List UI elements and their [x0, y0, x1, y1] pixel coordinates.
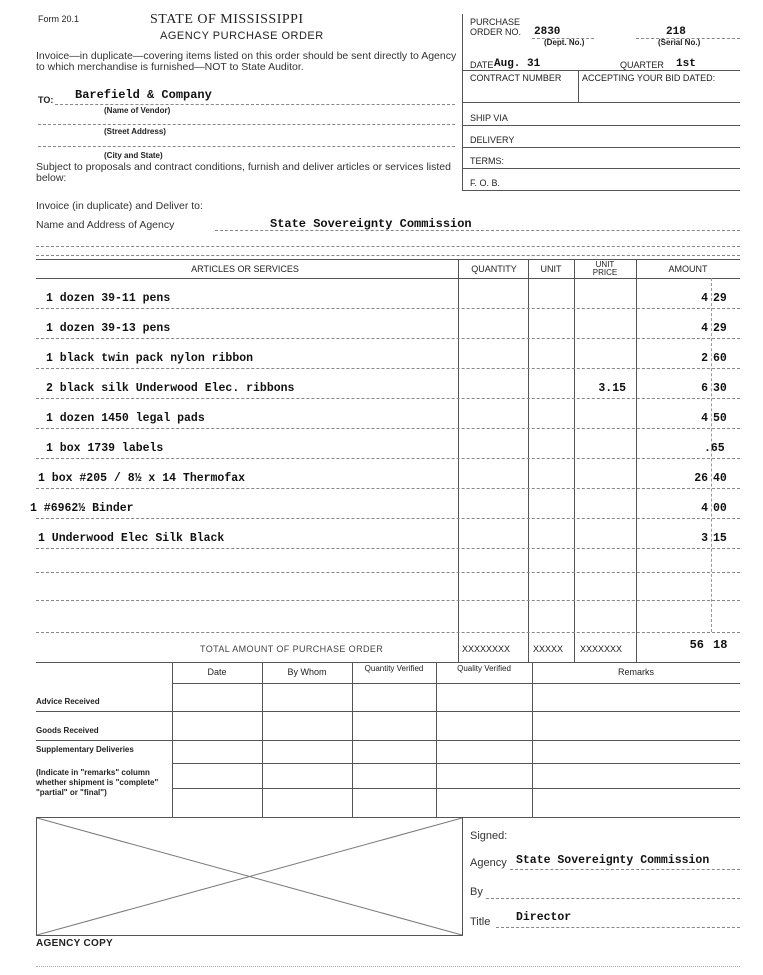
agency-copy-label: AGENCY COPY	[36, 938, 114, 949]
col-quantity-verified: Quantity Verified	[364, 664, 424, 673]
agency-name-label: Name and Address of Agency	[36, 219, 175, 231]
item-amount-cents: 29	[713, 322, 727, 335]
col-remarks: Remarks	[617, 667, 654, 677]
item-description: 1 dozen 1450 legal pads	[46, 412, 205, 425]
ship-via-label: SHIP VIA	[470, 113, 508, 123]
item-amount-dollars: 4	[701, 322, 708, 335]
city-caption: (City and State)	[104, 151, 163, 160]
item-amount-cents: .65	[704, 442, 725, 455]
table-row	[0, 368, 763, 398]
col-amount: AMOUNT	[668, 264, 708, 274]
total-cents: 18	[713, 638, 728, 652]
table-row	[0, 308, 763, 338]
item-amount-dollars: 4	[701, 292, 708, 305]
item-amount-dollars: 4	[701, 412, 708, 425]
total-x-quantity: XXXXXXXX	[462, 644, 511, 654]
invoice-deliver-label: Invoice (in duplicate) and Deliver to:	[36, 200, 203, 212]
col-articles: ARTICLES OR SERVICES	[191, 264, 299, 274]
dept-no: 2830	[534, 26, 561, 38]
po-label: PURCHASE ORDER NO.	[470, 17, 522, 37]
item-unit-price: 3.15	[598, 382, 626, 395]
item-description: 1 box 1739 labels	[46, 442, 164, 455]
item-amount-cents: 60	[713, 352, 727, 365]
item-amount-dollars: 3	[701, 532, 708, 545]
delivery-label: DELIVERY	[470, 135, 515, 145]
agency-name-value: State Sovereignty Commission	[270, 217, 472, 231]
item-amount-cents: 00	[713, 502, 727, 515]
item-amount-cents: 15	[713, 532, 727, 545]
total-x-price: XXXXXXX	[580, 644, 623, 654]
item-description: 2 black silk Underwood Elec. ribbons	[46, 382, 295, 395]
state-title: STATE OF MISSISSIPPI	[150, 12, 304, 27]
form-number: Form 20.1	[38, 14, 80, 24]
terms-label: TERMS:	[470, 156, 505, 166]
item-description: 1 box #205 / 8½ x 14 Thermofax	[38, 472, 246, 485]
signature-agency-label: Agency	[470, 857, 507, 869]
item-amount-dollars: 26	[694, 472, 708, 485]
signature-agency-value: State Sovereignty Commission	[516, 854, 710, 867]
street-caption: (Street Address)	[104, 127, 166, 136]
title-value: Director	[516, 911, 572, 924]
col-unit: UNIT	[540, 264, 562, 274]
dept-caption: (Dept. No.)	[544, 38, 585, 47]
form-title: AGENCY PURCHASE ORDER	[160, 30, 324, 42]
item-description: 1 Underwood Elec Silk Black	[38, 532, 225, 545]
item-amount-cents: 40	[713, 472, 727, 485]
item-amount-cents: 50	[713, 412, 727, 425]
col-date: Date	[207, 667, 227, 677]
conditions-text: Subject to proposals and contract conditions, furnish and deliver articles or services listed below:	[36, 161, 451, 184]
table-row	[0, 518, 763, 548]
vendor-name-caption: (Name of Vendor)	[104, 106, 171, 115]
quarter-label: QUARTER	[620, 60, 664, 70]
row-advice-received: Advice Received	[36, 697, 100, 706]
item-description: 1 #6962½ Binder	[30, 502, 134, 515]
col-quantity: QUANTITY	[471, 264, 517, 274]
signed-label: Signed:	[470, 830, 508, 842]
by-label: By	[470, 886, 483, 898]
invoice-instructions: Invoice—in duplicate—covering items listed on this order should be sent directly to Agency to which merchandise is furnished—NOT to State Auditor.	[36, 50, 457, 73]
table-row	[0, 428, 763, 458]
serial-caption: (Serial No.)	[658, 38, 701, 47]
date-label: DATE	[470, 60, 494, 70]
item-amount-cents: 30	[713, 382, 727, 395]
table-row	[0, 458, 763, 488]
item-description: 1 black twin pack nylon ribbon	[46, 352, 254, 365]
col-unit-price: UNIT PRICE	[592, 260, 618, 277]
contract-label: CONTRACT NUMBER	[470, 73, 562, 83]
table-row	[0, 488, 763, 518]
to-label: TO:	[38, 95, 54, 105]
accepting-label: ACCEPTING YOUR BID DATED:	[582, 73, 716, 83]
quarter-value: 1st	[676, 58, 696, 70]
col-by-whom: By Whom	[287, 667, 327, 677]
row-remarks-note: (Indicate in "remarks" column whether shipment is "complete" "partial" or "final")	[36, 768, 159, 797]
row-goods-received: Goods Received	[36, 726, 99, 735]
table-row	[0, 338, 763, 368]
total-x-unit: XXXXX	[533, 644, 564, 654]
item-amount-dollars: 6	[701, 382, 708, 395]
table-row	[0, 278, 763, 308]
vendor-name: Barefield & Company	[75, 88, 212, 102]
row-supplementary-deliveries: Supplementary Deliveries	[36, 745, 134, 754]
date-value: Aug. 31	[494, 58, 541, 70]
title-label: Title	[470, 916, 491, 928]
void-cross-mark	[37, 818, 462, 935]
item-amount-dollars: 4	[701, 502, 708, 515]
item-amount-cents: 29	[713, 292, 727, 305]
item-description: 1 dozen 39-13 pens	[46, 322, 171, 335]
fob-label: F. O. B.	[470, 178, 501, 188]
total-label: TOTAL AMOUNT OF PURCHASE ORDER	[200, 644, 384, 654]
item-description: 1 dozen 39-11 pens	[46, 292, 171, 305]
col-quality-verified: Quality Verified	[457, 664, 511, 673]
table-row	[0, 398, 763, 428]
serial-no: 218	[666, 26, 686, 38]
total-dollars: 56	[689, 638, 704, 652]
item-amount-dollars: 2	[701, 352, 708, 365]
